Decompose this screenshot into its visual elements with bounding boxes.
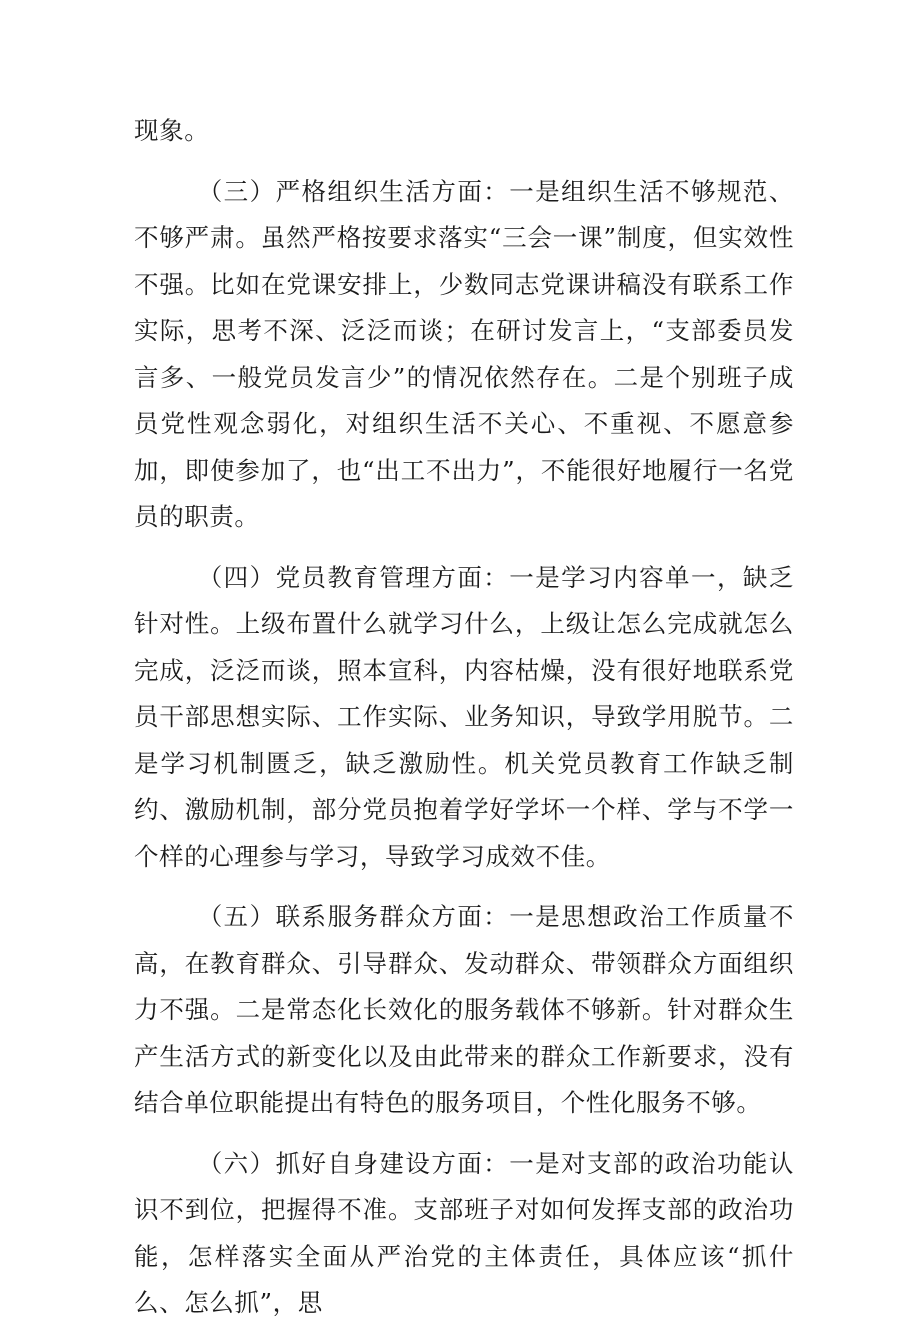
- paragraph-continuation: 现象。: [134, 116, 210, 145]
- paragraph-organizational-life: （三）严格组织生活方面：一是组织生活不够规范、不够严肃。虽然严格按要求落实“三会一课”制度，但实效性不强。比如在党课安排上，少数同志党课讲稿没有联系工作实际，思考不深、泛泛而谈；在研讨发言上，“支部委员发言多、一般党员发言少”的情况依然存在。二是个别班子成员党性观念弱化，对组织生活不关心、不重视、不愿意参加，即使参加了，也“出工不出力”，不能很好地履行一名党员的职责。: [134, 176, 794, 531]
- paragraph-self-building: （六）抓好自身建设方面：一是对支部的政治功能认识不到位，把握得不准。支部班子对如何发挥支部的政治功能，怎样落实全面从严治党的主体责任，具体应该“抓什么、怎么抓”，思: [134, 1148, 794, 1317]
- paragraph-member-education: （四）党员教育管理方面：一是学习内容单一，缺乏针对性。上级布置什么就学习什么，上级让怎么完成就怎么完成，泛泛而谈，照本宣科，内容枯燥，没有很好地联系党员干部思想实际、工作实际、业务知识，导致学用脱节。二是学习机制匮乏，缺乏激励性。机关党员教育工作缺乏制约、激励机制，部分党员抱着学好学坏一个样、学与不学一个样的心理参与学习，导致学习成效不佳。: [134, 562, 794, 871]
- paragraph-serving-masses: （五）联系服务群众方面：一是思想政治工作质量不高，在教育群众、引导群众、发动群众、带领群众方面组织力不强。二是常态化长效化的服务载体不够新。针对群众生产生活方式的新变化以及由此带来的群众工作新要求，没有结合单位职能提出有特色的服务项目，个性化服务不够。: [134, 902, 794, 1117]
- document-page: [134, 108, 794, 1327]
- paragraph-gap: [134, 541, 794, 555]
- paragraph-gap: [134, 155, 794, 169]
- paragraph-gap: [134, 880, 794, 894]
- paragraph-gap: [134, 1127, 794, 1141]
